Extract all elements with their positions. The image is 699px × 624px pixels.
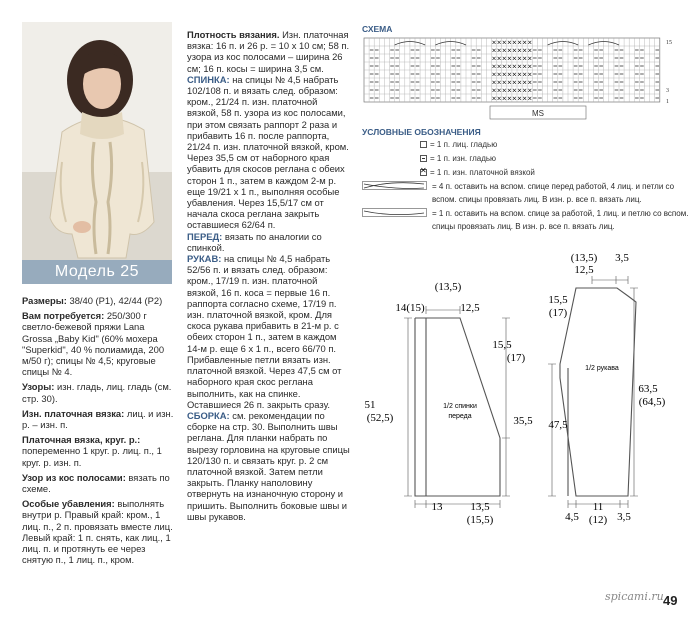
- sleeve-bottom-right: 3,5: [617, 511, 631, 523]
- legend-cable-back-text: = 1 п. оставить на вспом. спице за работой, 1 лиц. и петлю со вспом. спицы провязать лиц. В изн. р. все п. вязать лиц.: [432, 209, 689, 231]
- chart-cell-x: ✕: [511, 48, 517, 55]
- mid-col-paragraph: СБОРКА: см. рекомендации по сборке на стр. 30. Выполнить швы реглана. Для планки набрать по вырезу горловина на круговые спицы 120/130 п. и связать круг. р. 2 см платочной вязкой. Затем петли закрыть. Планку наполовину отвернуть на изнаночную сторону и пришить. Выполнить боковые швы и швы рукавов.: [187, 409, 350, 522]
- sleeve-raglan-height-alt: (17): [548, 307, 568, 319]
- chart-cell-x: ✕: [501, 88, 507, 95]
- left-col-paragraph: Размеры: 38/40 (P1), 42/44 (P2): [22, 295, 163, 306]
- sleeve-top-width-alt: (13,5): [570, 252, 598, 264]
- body-side-height: 35,5: [513, 415, 533, 427]
- sleeve-bottom-left: 4,5: [565, 511, 579, 523]
- legend-cable-front-text: = 4 п. оставить на вспом. спице перед работой, 4 лиц. и петли со вспом. спицы провязать лиц. В изн. р. все п. вязать лиц.: [432, 182, 675, 204]
- chart-cell-x: ✕: [501, 80, 507, 87]
- chart-cell-x: ✕: [517, 40, 523, 47]
- chart-cell-x: ✕: [527, 48, 533, 55]
- chart-cell-x: ✕: [501, 96, 507, 103]
- chart-cell-x: ✕: [511, 88, 517, 95]
- chart-cell-x: ✕: [491, 64, 497, 71]
- body-neck-width: 14(15): [395, 302, 425, 314]
- chart-cell-x: ✕: [527, 80, 533, 87]
- model-label: Модель 25: [22, 260, 172, 284]
- sleeve-length: 47,5: [548, 419, 568, 431]
- chart-cell-x: ✕: [506, 96, 512, 103]
- chart-cell-x: ✕: [491, 96, 497, 103]
- legend-item-knit: = 1 п. лиц. гладью: [420, 140, 497, 149]
- mid-col-paragraph: ПЕРЕД: вязать по аналогии со спинкой.: [187, 230, 322, 253]
- model-photo: [22, 22, 172, 284]
- sleeve-cuff-width-alt: (12): [588, 514, 608, 526]
- chart-cell-x: ✕: [506, 56, 512, 63]
- chart-cell-x: ✕: [491, 72, 497, 79]
- chart-cell-x: ✕: [496, 40, 502, 47]
- watermark: spicami.ru: [605, 590, 664, 603]
- chart-cell-x: ✕: [496, 96, 502, 103]
- ms-label: MS: [532, 109, 544, 118]
- row-label-15: 15: [666, 40, 672, 46]
- chart-cell-x: ✕: [527, 88, 533, 95]
- body-total-height-alt: (52,5): [366, 412, 394, 424]
- chart-cell-x: ✕: [491, 88, 497, 95]
- body-bottom-width: 13,5: [470, 501, 490, 513]
- left-text-column: [22, 295, 174, 569]
- chart-cell-x: ✕: [506, 48, 512, 55]
- chart-cell-x: ✕: [517, 56, 523, 63]
- chart-cell-x: ✕: [491, 40, 497, 47]
- chart-cell-x: ✕: [506, 88, 512, 95]
- sleeve-cuff-width: 11: [592, 501, 604, 513]
- middle-text-column: [187, 29, 350, 522]
- body-piece-label: 1/2 спинки: [443, 403, 477, 410]
- chart-cell-x: ✕: [496, 88, 502, 95]
- body-piece-label-2: переда: [448, 413, 472, 420]
- sleeve-piece-label: 1/2 рукава: [585, 365, 619, 372]
- legend-item-garter: ✕ = 1 п. изн. платочной вязкой: [420, 168, 535, 177]
- chart-cell-x: ✕: [506, 64, 512, 71]
- chart-cell-x: ✕: [501, 64, 507, 71]
- chart-cell-x: ✕: [501, 72, 507, 79]
- left-col-paragraph: Вам потребуется: 250/300 г светло-бежевой пряжи Lana Grossa „Baby Kid" (60% мохера "Superkid", 40 % полиамида, 200 м/50 г); спицы № 4,5; круговые спицы № 4.: [22, 310, 165, 378]
- mid-col-paragraph: СПИНКА: на спицы № 4,5 набрать 102/108 п. и вязать след. образом: кром., 21/24 п. изн. платочной вязкой, 58 п. узора из кос полосами, при этом связать раппорт 2 раза и прибавить 16 п. после раппорта, 21/24 п. изн. платочной вязкой, кром. Через 35,5 см от наборного края убавить для скосов реглана с обеих сторон 1 п., затем в каждом 2-м р. еще 19/21 x 1 п., выполняя особые убавления. Через 15,5/17 см от начала скоса реглана закрыть оставшиеся 62/64 п.: [187, 73, 349, 231]
- body-top-width-alt: (13,5): [434, 281, 462, 293]
- sleeve-top-edge: 3,5: [615, 252, 629, 264]
- chart-cell-x: ✕: [517, 96, 523, 103]
- model-image: [22, 22, 172, 284]
- chart-cell-x: ✕: [522, 72, 528, 79]
- body-bottom-width-alt: (15,5): [466, 514, 494, 526]
- chart-cell-x: ✕: [522, 48, 528, 55]
- chart-cell-x: ✕: [522, 88, 528, 95]
- chart-cell-x: ✕: [501, 56, 507, 63]
- chart-cell-x: ✕: [491, 48, 497, 55]
- row-label-3: 3: [666, 88, 669, 94]
- chart-cell-x: ✕: [522, 96, 528, 103]
- purl-symbol-icon: [420, 155, 427, 162]
- chart-cell-x: ✕: [506, 40, 512, 47]
- chart-cell-x: ✕: [517, 48, 523, 55]
- left-col-paragraph: Особые убавления: выполнять внутри р. Правый край: кром., 1 лиц. п., 2 п. провязать вместе лиц. Левый край: 1 п. снять, как лиц., 1 лиц. п. и протянуть ее через снятую п., 1 лиц. п., кром.: [22, 498, 173, 566]
- garter-symbol-icon: [420, 169, 427, 176]
- chart-cell-x: ✕: [496, 64, 502, 71]
- chart-cell-x: ✕: [511, 72, 517, 79]
- mid-col-paragraph: Плотность вязания. Изн. платочная вязка: 16 п. и 26 р. = 10 x 10 см; 58 п. узора из кос полосами – ширина 26 см; 16 п. косы = ширина 3,5 см.: [187, 29, 350, 74]
- chart-cell-x: ✕: [491, 56, 497, 63]
- chart-cell-x: ✕: [527, 56, 533, 63]
- stitch-chart: [360, 34, 680, 124]
- chart-cell-x: ✕: [511, 56, 517, 63]
- chart-cell-x: ✕: [506, 80, 512, 87]
- chart-cell-x: ✕: [527, 72, 533, 79]
- body-raglan-height: 15,5: [492, 339, 512, 351]
- chart-cell-x: ✕: [491, 80, 497, 87]
- chart-cell-x: ✕: [527, 96, 533, 103]
- mid-col-paragraph: РУКАВ: на спицы № 4,5 набрать 52/56 п. и вязать след. образом: кром., 17/19 п. изн. платочной вязкой, 16 п. коса = первые 16 п. раппорта согласно схеме, 17/19 п. изн. платочной вязкой, кром. Для скоса рукава прибавить в 21-м р. с обеих сторон 1 п., затем в каждом 14-м р. еще 6 x 1 п., всего 66/70 п. Прибавленные петли вязать изн. платочной вязкой. Через 47,5 см от наборного края скос реглана выполнить, как на спинке. Оставшиеся 26 п. закрыть сразу.: [187, 253, 342, 410]
- left-col-paragraph: Узор из кос полосами: вязать по схеме.: [22, 471, 170, 495]
- chart-cell-x: ✕: [496, 56, 502, 63]
- body-raglan-height-alt: (17): [506, 352, 526, 364]
- chart-cell-x: ✕: [496, 80, 502, 87]
- chart-cell-x: ✕: [522, 56, 528, 63]
- chart-cell-x: ✕: [511, 64, 517, 71]
- sleeve-pattern-diagram: [532, 248, 692, 530]
- schema-title: СХЕМА: [362, 24, 393, 34]
- cable-front-symbol-icon: [362, 181, 428, 191]
- chart-cell-x: ✕: [522, 64, 528, 71]
- sleeve-top-width: 12,5: [574, 264, 594, 276]
- sleeve-raglan-height: 15,5: [548, 294, 568, 306]
- chart-cell-x: ✕: [517, 88, 523, 95]
- legend-item-purl: = 1 п. изн. гладью: [420, 154, 496, 163]
- chart-cell-x: ✕: [501, 40, 507, 47]
- chart-cell-x: ✕: [517, 72, 523, 79]
- body-total-height: 51: [364, 399, 376, 411]
- body-bottom-left: 13: [431, 501, 443, 513]
- chart-cell-x: ✕: [527, 64, 533, 71]
- chart-cell-x: ✕: [517, 64, 523, 71]
- left-col-paragraph: Платочная вязка, круг. р.: попеременно 1 круг. р. лиц. п., 1 круг. р. изн. п.: [22, 434, 162, 468]
- chart-cell-x: ✕: [506, 72, 512, 79]
- body-pattern-diagram: [360, 248, 535, 530]
- chart-cell-x: ✕: [501, 48, 507, 55]
- sleeve-total-length: 63,5: [638, 383, 658, 395]
- chart-cell-x: ✕: [522, 40, 528, 47]
- chart-cell-x: ✕: [496, 72, 502, 79]
- chart-cell-x: ✕: [511, 40, 517, 47]
- body-top-width: 12,5: [460, 302, 480, 314]
- left-col-paragraph: Узоры: изн. гладь, лиц. гладь (см. стр. 30).: [22, 381, 172, 404]
- cable-back-symbol-icon: [362, 208, 428, 218]
- chart-cell-x: ✕: [522, 80, 528, 87]
- chart-cell-x: ✕: [527, 40, 533, 47]
- page-number: 49: [663, 593, 678, 608]
- row-label-1: 1: [666, 99, 669, 105]
- chart-cell-x: ✕: [511, 80, 517, 87]
- sleeve-total-length-alt: (64,5): [638, 396, 666, 408]
- legend-title: УСЛОВНЫЕ ОБОЗНАЧЕНИЯ: [362, 127, 481, 137]
- chart-cell-x: ✕: [517, 80, 523, 87]
- chart-cell-x: ✕: [511, 96, 517, 103]
- chart-cell-x: ✕: [496, 48, 502, 55]
- knit-symbol-icon: [420, 141, 427, 148]
- left-col-paragraph: Изн. платочная вязка: лиц. и изн. р. – изн. п.: [22, 407, 174, 431]
